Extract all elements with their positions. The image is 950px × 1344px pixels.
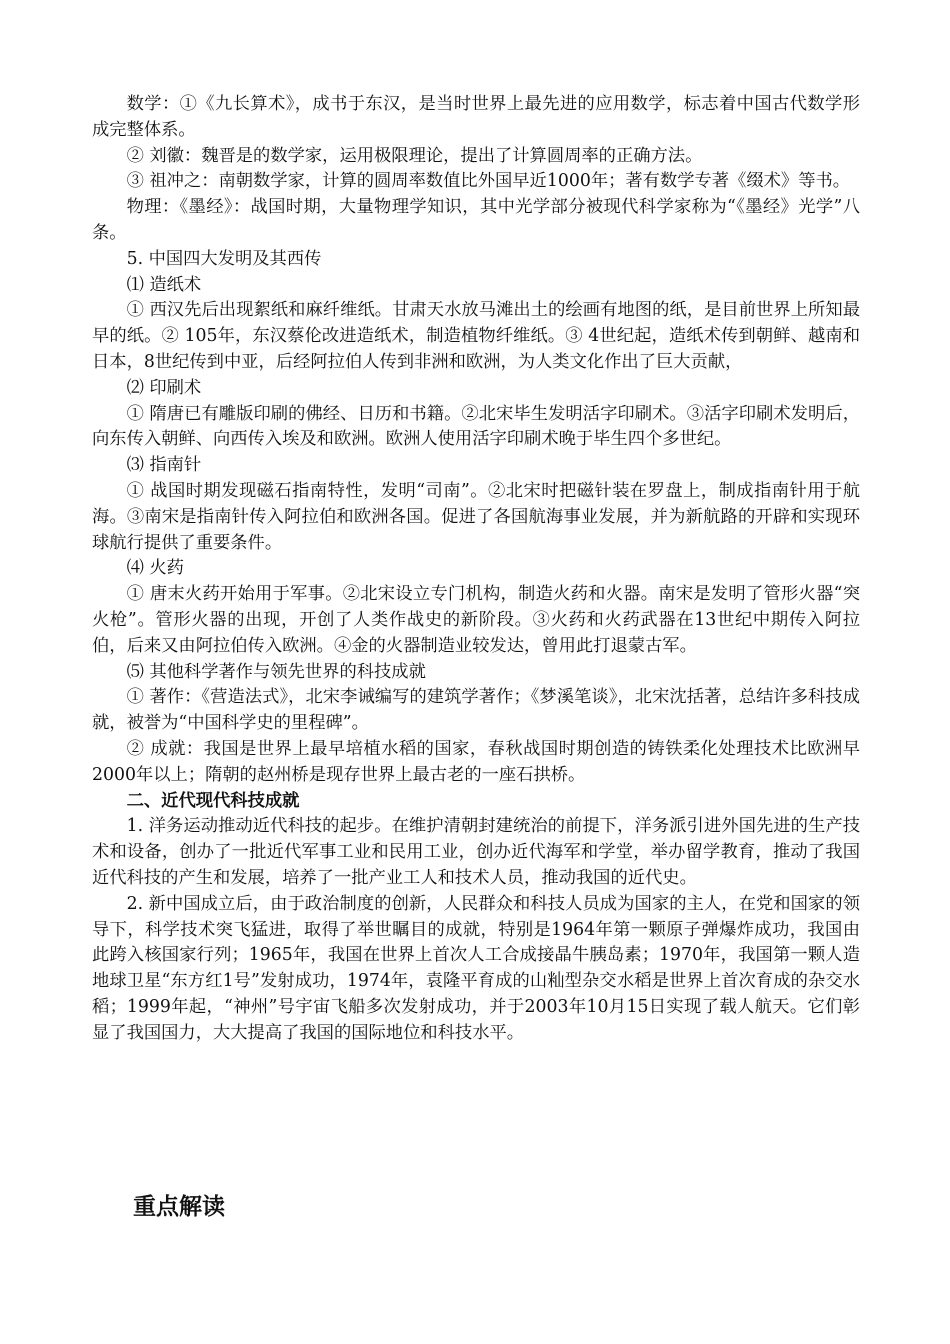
section-heading-modern: 二、近代现代科技成就 [126,790,300,811]
paragraph-works: ① 著作：《营造法式》，北宋李诫编写的建筑学著作；《梦溪笔谈》，北宋沈括著，总结许多科技成就，被誉为“中国科学史的里程碑”。 [92,687,860,734]
paragraph-printing: ① 隋唐已有雕版印刷的佛经、日历和书籍。②北宋毕生发明活字印刷术。③活字印刷术发明后，向东传入朝鲜、向西传入埃及和欧洲。欧洲人使用活字印刷术晚于毕生四个多世纪。 [92,403,860,450]
paragraph-achievements: ② 成就：我国是世界上最早培植水稻的国家，春秋战国时期创造的铸铁柔化处理技术比欧洲早2000年以上；隋朝的赵州桥是现存世界上最古老的一座石拱桥。 [92,738,860,785]
item-heading-printing: ⑵ 印刷术 [126,377,202,398]
paragraph-liuhui: ② 刘徽：魏晋是的数学家，运用极限理论，提出了计算圆周率的正确方法。 [126,145,703,166]
paragraph-zuchongzhi: ③ 祖冲之：南朝数学家，计算的圆周率数值比外国早近1000年；著有数学专著《缀术》等书。 [126,171,851,192]
paragraph-gunpowder: ① 唐末火药开始用于军事。②北宋设立专门机构，制造火药和火器。南宋是发明了管形火器“突火枪”。管形火器的出现，开创了人类作战史的新阶段。③火药和火药武器在13世纪中期传入阿拉伯，后来又由阿拉伯传入欧洲。④金的火器制造业较发达，曾用此打退蒙古军。 [92,584,860,656]
item-heading-compass: ⑶ 指南针 [126,455,202,476]
section-title-key-points: 重点解读 [133,1194,225,1220]
item-heading-gunpowder: ⑷ 火药 [126,558,184,579]
paragraph-papermaking: ① 西汉先后出现絮纸和麻纤维纸。甘肃天水放马滩出土的绘画有地图的纸，是目前世界上所知最早的纸。② 105年，东汉蔡伦改进造纸术，制造植物纤维纸。③ 4世纪起，造纸术传到朝鲜、越南和日本，8世纪传到中亚，后经阿拉伯人传到非洲和欧洲，为人类文化作出了巨大贡献， [92,300,860,372]
item-heading-papermaking: ⑴ 造纸术 [126,274,202,295]
paragraph-physics: 物理：《墨经》：战国时期，大量物理学知识，其中光学部分被现代科学家称为“《墨经》光学”八条。 [92,197,860,243]
document-body [92,92,860,1046]
paragraph-new-china: 2. 新中国成立后，由于政治制度的创新，人民群众和科技人员成为国家的主人，在党和国家的领导下，科学技术突飞猛进，取得了举世瞩目的成就，特别是1964年第一颗原子弹爆炸成功，我国由此跨入核国家行列；1965年，我国在世界上首次人工合成接晶牛胰岛素；1970年，我国第一颗人造地球卫星“东方红1号”发射成功，1974年，袁隆平育成的山籼型杂交水稻是世界上首次育成的杂交水稻；1999年起，“神州”号宇宙飞船多次发射成功，并于2003年10月15日实现了载人航天。它们彰显了我国国力，大大提高了我国的国际地位和科技水平。 [92,893,860,1043]
paragraph-math: 数学：①《九长算术》，成书于东汉，是当时世界上最先进的应用数学，标志着中国古代数学形成完整体系。 [92,94,860,140]
item-heading-other: ⑸ 其他科学著作与领先世界的科技成就 [126,661,426,682]
subheading-four-inventions: 5. 中国四大发明及其西传 [126,248,322,269]
paragraph-westernization: 1. 洋务运动推动近代科技的起步。在维护清朝封建统治的前提下，洋务派引进外国先进的生产技术和设备，创办了一批近代军事工业和民用工业，创办近代海军和学堂，举办留学教育，推动了我国近代科技的产生和发展，培养了一批产业工人和技术人员，推动我国的近代史。 [92,816,860,888]
paragraph-compass: ① 战国时期发现磁石指南特性，发明“司南”。②北宋时把磁针装在罗盘上，制成指南针用于航海。③南宋是指南针传入阿拉伯和欧洲各国。促进了各国航海事业发展，并为新航路的开辟和实现环球航行提供了重要条件。 [92,480,860,553]
